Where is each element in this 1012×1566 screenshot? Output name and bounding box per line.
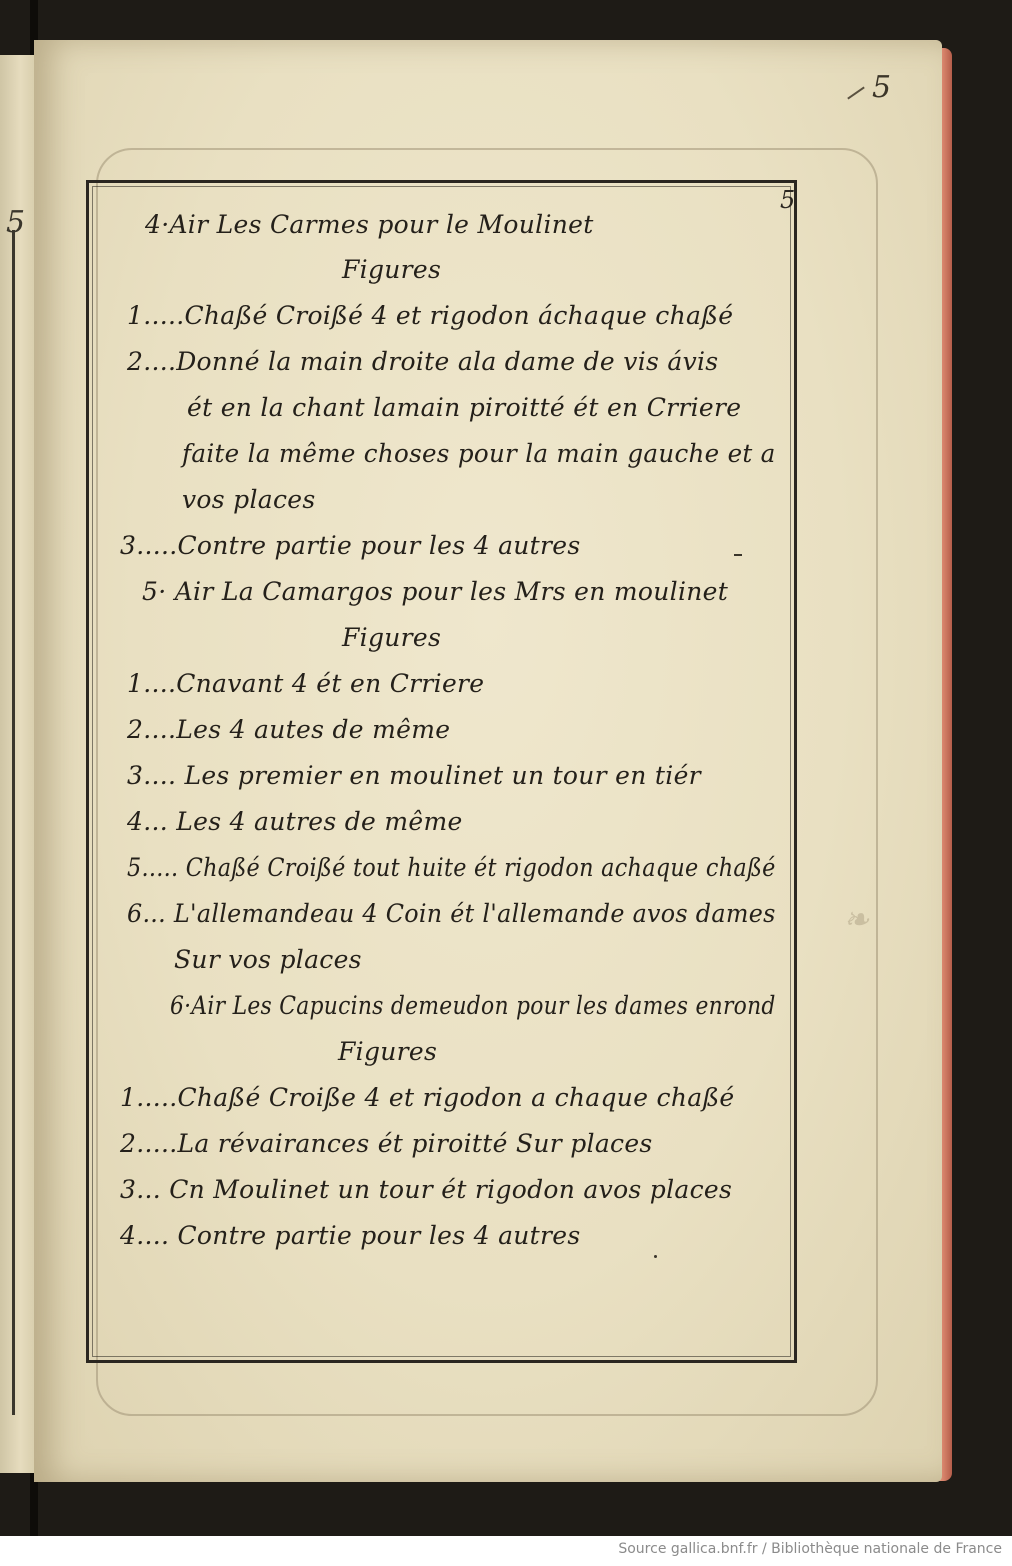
previous-page-edge [0,55,36,1473]
previous-page-frame-line [0,230,15,1415]
figure-line: 3... Cn Moulinet un tour ét rigodon avos places [120,1175,733,1204]
folio-number: 5 [872,70,892,105]
source-credit: Source gallica.bnf.fr / Bibliothèque nationale de France [618,1541,1002,1557]
section-heading-5: 5· Air La Camargos pour les Mrs en moulinet [142,577,729,606]
figures-heading: Figures [342,255,442,284]
ink-dot [654,1255,657,1258]
figure-line: ét en la chant lamain piroitté ét en Crriere [187,393,742,422]
manuscript-page [34,40,942,1482]
figure-line: 4... Les 4 autres de même [127,807,463,836]
folio-mark [847,86,865,99]
figure-line: 2....Donné la main droite ala dame de vis ávis [127,347,719,376]
figures-heading: Figures [342,623,442,652]
figure-line: 1.....Chaßé Croiße 4 et rigodon a chaque chaßé [120,1083,735,1112]
ink-mark [734,554,742,556]
figure-line: 6... L'allemandeau 4 Coin ét l'allemande avos dames [127,899,776,928]
figure-line: 4.... Contre partie pour les 4 autres [120,1221,581,1250]
figure-line: vos places [182,485,316,514]
figure-line: 2.....La révairances ét piroitté Sur places [120,1129,653,1158]
figure-line: 1....Cnavant 4 ét en Crriere [127,669,485,698]
bleed-through-stamp: ❧ [843,900,870,940]
figure-line: Sur vos places [174,945,362,974]
figure-line: 3.... Les premier en moulinet un tour en tiér [127,761,701,790]
figures-heading: Figures [338,1037,438,1066]
figure-line: 3.....Contre partie pour les 4 autres [120,531,581,560]
previous-page-number: 5 [6,205,26,240]
figure-line: 5..... Chaßé Croißé tout huite ét rigodon achaque chaßé [127,853,776,882]
section-heading-4: 4·Air Les Carmes pour le Moulinet [145,210,594,239]
figure-line: faite la même choses pour la main gauche et a [182,439,776,468]
figure-line: 2....Les 4 autes de même [127,715,451,744]
section-heading-6: 6·Air Les Capucins demeudon pour les dames enrond [170,991,776,1020]
plate-number: 5 [780,186,796,214]
figure-line: 1.....Chaßé Croißé 4 et rigodon áchaque chaßé [127,301,734,330]
